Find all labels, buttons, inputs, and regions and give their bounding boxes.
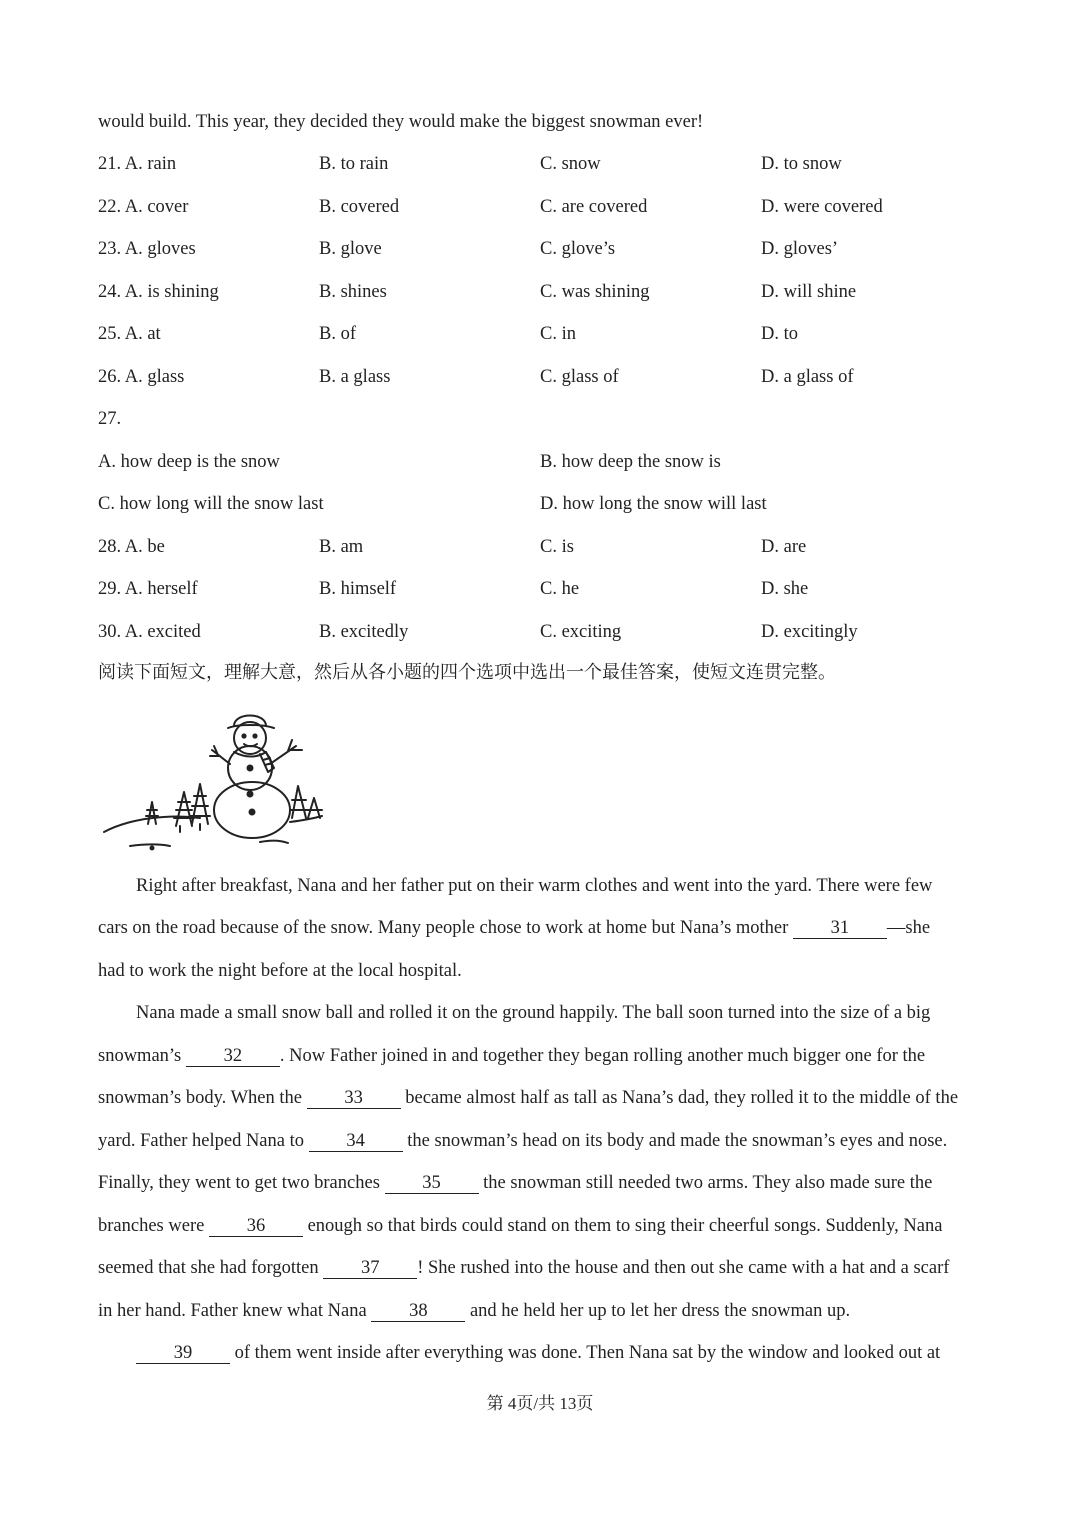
intro-line: would build. This year, they decided they would make the biggest snowman ever!: [98, 112, 704, 132]
option-d: D. excitingly: [761, 622, 858, 642]
option-b: B. am: [319, 537, 364, 557]
option-a: A. how deep is the snow: [98, 452, 280, 472]
text-segment: ! She rushed into the house and then out she came with a hat and a scarf: [417, 1258, 950, 1278]
text-segment: enough so that birds could stand on them to sing their cheerful songs. Suddenly, Nana: [302, 1216, 943, 1236]
question-row-21: [98, 152, 998, 176]
text-segment: the snowman’s head on its body and made the snowman’s eyes and nose.: [402, 1131, 948, 1151]
question-27-number: 27.: [98, 409, 122, 429]
question-27-row-1: [98, 450, 998, 474]
option-b: B. shines: [319, 282, 387, 302]
passage-line: [98, 1044, 925, 1068]
option-a: 29. A. herself: [98, 579, 198, 599]
text-segment: cars on the road because of the snow. Many people chose to work at home but Nana’s mother: [98, 918, 793, 938]
text-segment: —she: [886, 918, 931, 938]
option-c: C. exciting: [540, 622, 622, 642]
text-segment: snowman’s: [98, 1046, 186, 1066]
option-d: D. she: [761, 579, 809, 599]
passage-line: had to work the night before at the local hospital.: [98, 961, 462, 981]
option-a: 21. A. rain: [98, 154, 177, 174]
blank-31: [793, 918, 887, 939]
option-d: D. a glass of: [761, 367, 854, 387]
option-c: C. in: [540, 324, 576, 344]
question-row-29: [98, 577, 998, 601]
option-c: C. snow: [540, 154, 601, 174]
option-c: C. he: [540, 579, 580, 599]
option-d: D. to: [761, 324, 798, 344]
text-segment: in her hand. Father knew what Nana: [98, 1301, 372, 1321]
option-b: B. a glass: [319, 367, 391, 387]
blank-number: 32: [223, 1046, 243, 1066]
text-segment: and he held her up to let her dress the snowman up.: [465, 1301, 851, 1321]
passage-line: [98, 1129, 947, 1153]
option-a: 24. A. is shining: [98, 282, 219, 302]
blank-32: [186, 1046, 280, 1067]
option-c: C. was shining: [540, 282, 650, 302]
option-d: D. gloves’: [761, 239, 839, 259]
option-b: B. of: [319, 324, 356, 344]
text-segment: branches were: [98, 1216, 209, 1236]
text-segment: became almost half as tall as Nana’s dad, they rolled it to the middle of the: [400, 1088, 959, 1108]
blank-35: [385, 1173, 479, 1194]
option-d: D. to snow: [761, 154, 842, 174]
text-segment: seemed that she had forgotten: [98, 1258, 324, 1278]
option-b: B. how deep the snow is: [540, 452, 721, 472]
blank-number: 39: [173, 1343, 193, 1363]
text-segment: . Now Father joined in and together they began rolling another much bigger one for the: [279, 1046, 926, 1066]
passage-line: [136, 1341, 940, 1365]
option-b: B. himself: [319, 579, 397, 599]
option-a: 23. A. gloves: [98, 239, 196, 259]
text-segment: the snowman still needed two arms. They also made sure the: [478, 1173, 933, 1193]
blank-number: 31: [830, 918, 850, 938]
option-c: C. are covered: [540, 197, 648, 217]
snowman-illustration: [100, 706, 330, 856]
blank-number: 34: [346, 1131, 365, 1151]
option-d: D. will shine: [761, 282, 857, 302]
question-row-22: [98, 195, 998, 219]
question-row-30: [98, 620, 998, 644]
option-b: B. glove: [319, 239, 382, 259]
passage-line: [98, 1299, 850, 1323]
option-c: C. glove’s: [540, 239, 616, 259]
blank-39: [136, 1343, 230, 1364]
question-row-26: [98, 365, 998, 389]
text-segment: yard. Father helped Nana to: [98, 1131, 309, 1151]
text-segment: snowman’s body. When the: [98, 1088, 307, 1108]
option-b: B. excitedly: [319, 622, 409, 642]
passage-line: [98, 916, 930, 940]
option-c: C. how long will the snow last: [98, 494, 324, 514]
reading-instruction: 阅读下面短文，理解大意，然后从各小题的四个选项中选出一个最佳答案，使短文连贯完整。: [98, 662, 836, 683]
passage-line: Nana made a small snow ball and rolled it on the ground happily. The ball soon turned into the size of a big: [136, 1003, 931, 1023]
passage-line: [98, 1214, 942, 1238]
option-a: 28. A. be: [98, 537, 165, 557]
text-segment: of them went inside after everything was done. Then Nana sat by the window and looked out at: [230, 1343, 941, 1363]
option-c: C. is: [540, 537, 574, 557]
passage-line: [98, 1171, 932, 1195]
question-row-28: [98, 535, 998, 559]
blank-37: [323, 1258, 417, 1279]
blank-36: [209, 1216, 303, 1237]
option-d: D. how long the snow will last: [540, 494, 767, 514]
passage-line: [98, 1086, 958, 1110]
option-d: D. were covered: [761, 197, 883, 217]
blank-38: [371, 1301, 465, 1322]
blank-33: [307, 1088, 401, 1109]
blank-number: 36: [246, 1216, 266, 1236]
option-a: 25. A. at: [98, 324, 161, 344]
text-segment: Finally, they went to get two branches: [98, 1173, 385, 1193]
option-b: B. covered: [319, 197, 400, 217]
option-b: B. to rain: [319, 154, 389, 174]
page-footer: 第 4页/共 13页: [486, 1394, 594, 1413]
passage-line: [98, 1256, 949, 1280]
option-a: 26. A. glass: [98, 367, 185, 387]
question-row-23: [98, 237, 998, 261]
blank-number: 35: [422, 1173, 441, 1193]
passage-line: Right after breakfast, Nana and her father put on their warm clothes and went into the yard. There were few: [136, 876, 933, 896]
blank-number: 38: [409, 1301, 428, 1321]
blank-number: 37: [360, 1258, 380, 1278]
option-a: 30. A. excited: [98, 622, 201, 642]
blank-34: [309, 1131, 403, 1152]
blank-number: 33: [344, 1088, 363, 1108]
option-d: D. are: [761, 537, 807, 557]
option-a: 22. A. cover: [98, 197, 189, 217]
question-27-row-2: [98, 492, 998, 516]
option-c: C. glass of: [540, 367, 619, 387]
question-row-25: [98, 322, 998, 346]
question-row-24: [98, 280, 998, 304]
